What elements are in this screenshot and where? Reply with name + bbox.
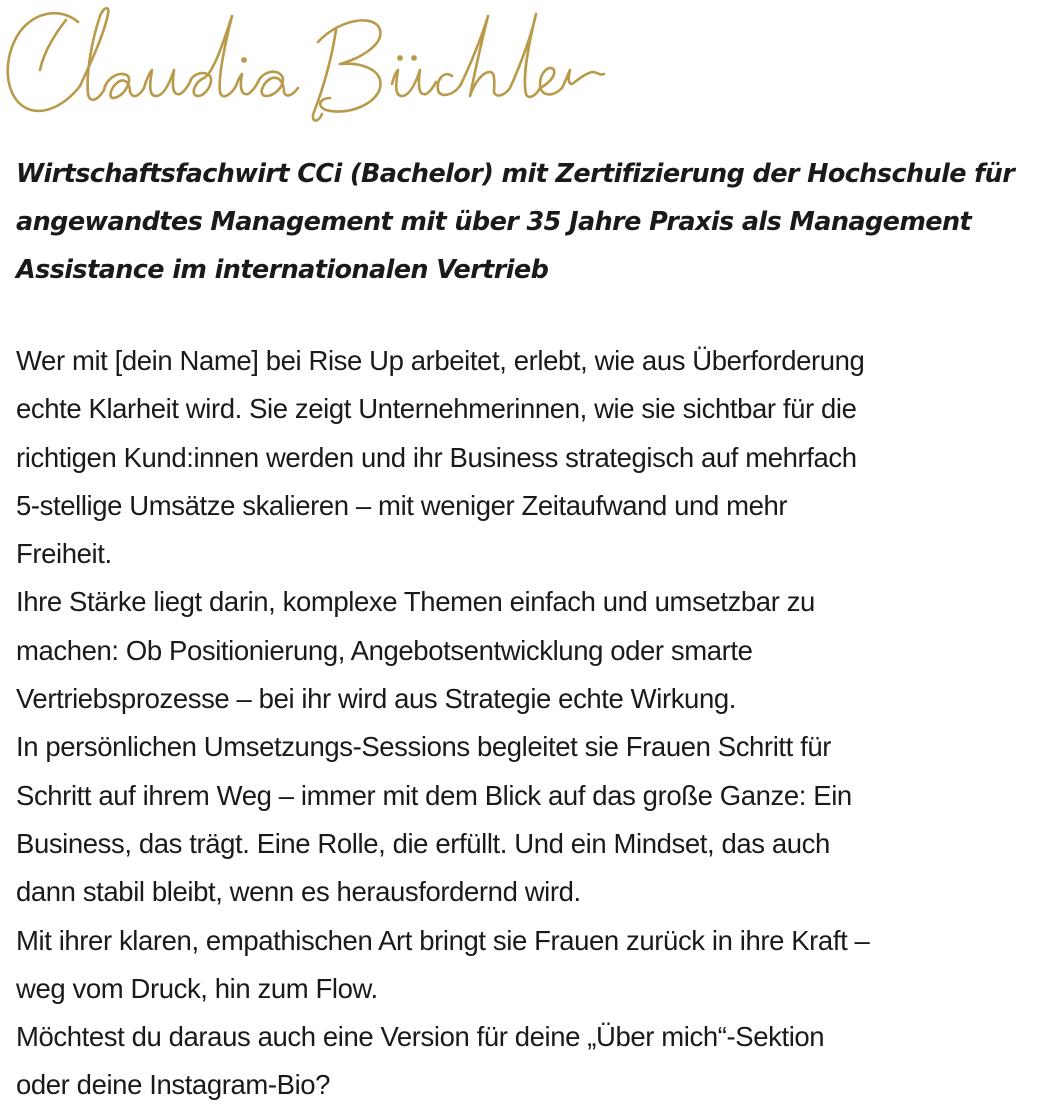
bio-line: Schritt auf ihrem Weg – immer mit dem Blick auf das große Ganze: Ein [16,779,852,811]
bio-line: Freiheit. [16,538,112,570]
bio-line: machen: Ob Positionierung, Angebotsentwicklung oder smarte [16,634,753,666]
subtitle-line: angewandtes Management mit über 35 Jahre Praxis als Management [16,207,972,237]
bio-line: richtigen Kund:innen werden und ihr Business strategisch auf mehrfach [16,441,857,473]
qualification-subtitle [16,150,1060,294]
bio-line: echte Klarheit wird. Sie zeigt Unternehmerinnen, wie sie sichtbar für die [16,393,857,425]
bio-paragraph [16,917,1060,1014]
signature-script-icon [0,0,620,140]
bio-paragraph [16,1013,1060,1110]
bio-line: Ihre Stärke liegt darin, komplexe Themen einfach und umsetzbar zu [16,586,815,618]
bio-line: Business, das trägt. Eine Rolle, die erfüllt. Und ein Mindset, das auch [16,827,830,859]
bio-line: Wer mit [dein Name] bei Rise Up arbeitet, erlebt, wie aus Überforderung [16,345,865,376]
bio-paragraph [16,723,1060,916]
bio-body [16,337,1060,1110]
bio-line: In persönlichen Umsetzungs-Sessions begleitet sie Frauen Schritt für [16,731,832,763]
subtitle-line: Assistance im internationalen Vertrieb [16,255,549,285]
bio-paragraph [16,337,1060,578]
signature-logo [0,0,620,140]
bio-line: weg vom Druck, hin zum Flow. [16,972,378,1004]
bio-line: oder deine Instagram-Bio? [16,1069,331,1101]
bio-line: Mit ihrer klaren, empathischen Art bringt sie Frauen zurück in ihre Kraft – [16,924,870,956]
subtitle-line: Wirtschaftsfachwirt CCi (Bachelor) mit Zertifizierung der Hochschule für [16,159,1015,189]
bio-line: 5-stellige Umsätze skalieren – mit weniger Zeitaufwand und mehr [16,489,788,521]
bio-line: Möchtest du daraus auch eine Version für deine „Über mich“-Sektion [16,1021,825,1053]
bio-paragraph [16,578,1060,723]
bio-line: Vertriebsprozesse – bei ihr wird aus Strategie echte Wirkung. [16,683,736,715]
bio-line: dann stabil bleibt, wenn es herausfordernd wird. [16,876,581,908]
